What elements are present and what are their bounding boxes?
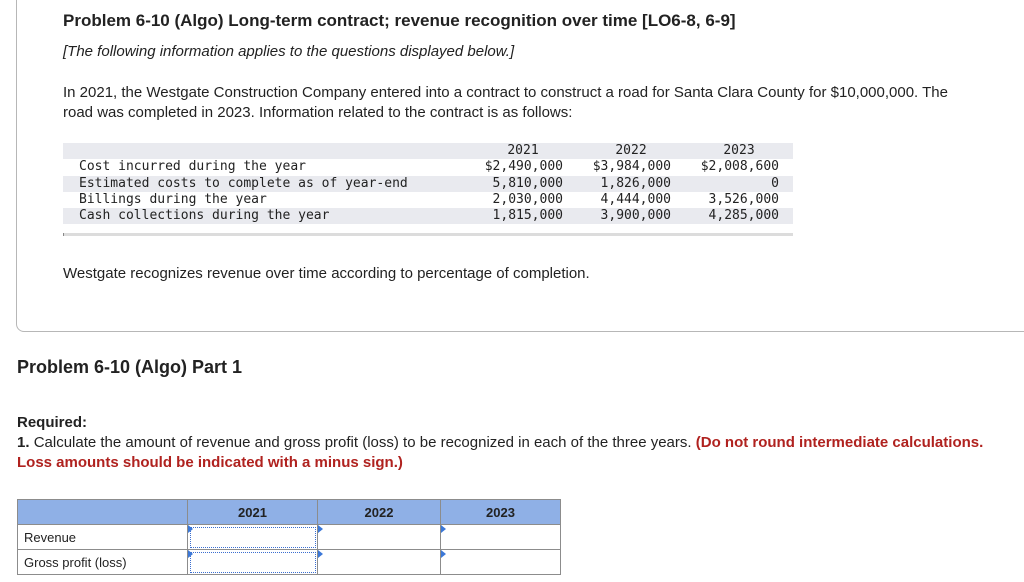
year-header: 2022 [615,143,647,158]
gross-profit-2022-input[interactable] [318,555,440,570]
year-header: 2021 [507,143,539,158]
table-cell: 0 [771,175,779,191]
gross-profit-2022-cell[interactable] [318,550,441,575]
row-label: Cash collections during the year [79,208,330,224]
revenue-2022-cell[interactable] [318,525,441,550]
row-label: Estimated costs to complete as of year-end [79,175,408,191]
row-label: Gross profit (loss) [18,550,188,575]
problem-subtitle: [The following information applies to the questions displayed below.] [63,43,515,60]
part-title: Problem 6-10 (Algo) Part 1 [17,357,243,377]
table-cell: 3,526,000 [708,191,779,207]
revenue-2023-cell[interactable] [441,525,561,550]
contract-data-table [63,143,793,224]
gross-profit-2023-input[interactable] [441,555,560,570]
row-label: Revenue [18,525,188,550]
table-bottom-rule [63,233,793,236]
table-cell: 1,815,000 [492,208,563,224]
gross-profit-2021-cell[interactable] [188,550,318,575]
answer-header-row [18,500,561,525]
question-instruction: (Do not round intermediate calculations. Loss amounts should be indicated with a minus sign.) [17,434,984,471]
recognition-note: Westgate recognizes revenue over time according to percentage of completion. [63,265,590,282]
revenue-2021-input[interactable] [188,530,317,545]
required-label: Required: [17,414,88,431]
question-text [17,433,1017,473]
answer-row-revenue [18,525,561,550]
year-header: 2021 [188,500,318,525]
table-cell: 2,030,000 [492,191,563,207]
table-row [63,192,793,208]
revenue-2021-cell[interactable] [188,525,318,550]
table-row [63,176,793,192]
table-cell: $2,008,600 [700,159,779,175]
table-cell: $3,984,000 [592,159,671,175]
table-cell: $2,490,000 [484,159,563,175]
year-header: 2023 [441,500,561,525]
row-label: Billings during the year [79,191,267,207]
answer-row-gross-profit [18,550,561,575]
table-cell: 1,826,000 [600,175,671,191]
question-number: 1. [17,434,30,451]
gross-profit-2021-input[interactable] [188,555,317,570]
table-cell: 5,810,000 [492,175,563,191]
row-label: Cost incurred during the year [79,159,306,175]
revenue-2023-input[interactable] [441,530,560,545]
answer-table [17,499,561,575]
table-cell: 4,444,000 [600,191,671,207]
table-cell: 3,900,000 [600,208,671,224]
problem-title: Problem 6-10 (Algo) Long-term contract; revenue recognition over time [LO6-8, 6-9] [63,11,736,30]
problem-intro: In 2021, the Westgate Construction Company entered into a contract to construct a road for Santa Clara County for $10,000,000. The road was completed in 2023. Information related to the contract is as follows: [63,84,948,121]
question-body: Calculate the amount of revenue and gross profit (loss) to be recognized in each of the three years. [33,434,692,451]
table-row [63,159,793,175]
header-blank [18,500,188,525]
table-header-row [63,143,793,159]
table-cell: 4,285,000 [708,208,779,224]
year-header: 2022 [318,500,441,525]
revenue-2022-input[interactable] [318,530,440,545]
gross-profit-2023-cell[interactable] [441,550,561,575]
year-header: 2023 [723,143,755,158]
table-row [63,208,793,224]
